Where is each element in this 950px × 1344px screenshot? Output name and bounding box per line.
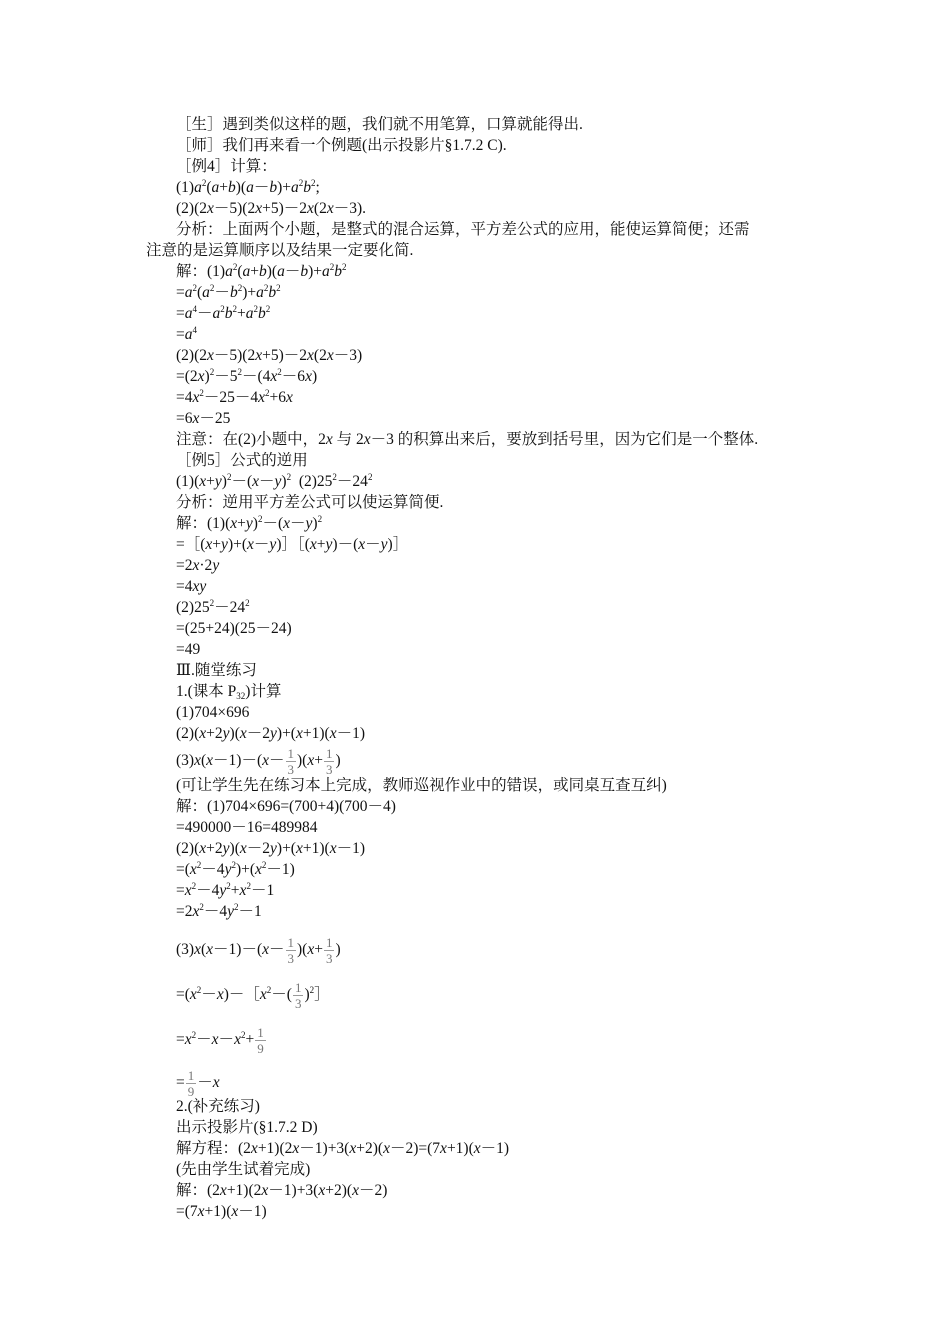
math-line: =490000－16=489984 [176, 819, 318, 836]
math-line: (3)x(x－1)－(x－ $\frac{1}{3}$ )(x+ $\frac{1}{3}$ ) [176, 935, 341, 966]
math-line: $(1)(x+y)^2-(x-y)^2$ $(2)25^2-24^2$ [176, 472, 373, 490]
math-line: 解：(1)704×696=(700+4)(700－4) [176, 798, 396, 815]
math-line: $(2)25^2-24^2$ [176, 598, 250, 616]
math-line: (2)(2x－5)(2x+5)－2x(2x－3) [176, 347, 363, 364]
math-line: (3)x(x－1)－(x－ $\frac{1}{3}$ )(x+ $\frac{1}{3}$ ) [176, 746, 341, 777]
math-line: $=a^4$ [176, 325, 197, 343]
math-line: =［(x+y)+(x－y)］［(x+y)－(x－y)］ [176, 536, 409, 553]
text-line: 1.(课本 $P_{32}$)计算 [176, 683, 282, 701]
math-line: 解：(2x+1)(2x－1)+3(x+2)(x－2) [176, 1182, 388, 1199]
math-line: $=x^2-4y^2+x^2-1$ [176, 881, 275, 899]
math-line: =6x－25 [176, 410, 231, 427]
text-line: (先由学生试着完成) [176, 1161, 311, 1178]
text-line: 注意：在(2)小题中，2x 与 2x－3 的积算出来后，要放到括号里，因为它们是一个整体. [176, 431, 759, 448]
math-line: =2x·2y [176, 557, 220, 574]
math-line: =4xy [176, 578, 207, 595]
fraction: $\frac{1}{3}$ [287, 935, 295, 966]
fraction: $\frac{1}{3}$ [325, 746, 333, 777]
text-line: ［生］遇到类似这样的题，我们就不用笔算，口算就能得出. [176, 116, 583, 133]
math-line: $=(x^2-x)-[x^2-$( $\frac{1}{3}$ )$^2$］ [176, 980, 330, 1011]
fraction: $\frac{1}{3}$ [294, 980, 302, 1011]
text-line: (可让学生先在练习本上完成，教师巡视作业中的错误，或同桌互查互纠) [176, 777, 667, 794]
text-line: 出示投影片(§1.7.2 D) [176, 1119, 318, 1136]
math-line: 解方程：(2x+1)(2x－1)+3(x+2)(x－2)=(7x+1)(x－1) [176, 1140, 510, 1157]
text-line: 2.(补充练习) [176, 1098, 260, 1115]
math-line: $=a^4-a^2b^2+a^2b^2$ [176, 304, 271, 322]
section-heading: Ⅲ.随堂练习 [176, 662, 257, 679]
math-line: =49 [176, 641, 201, 658]
math-line: 解：$(1)(x+y)^2-(x-y)^2$ [176, 514, 323, 532]
fraction: $\frac{1}{3}$ [287, 746, 295, 777]
math-line: (2)(2x－5)(2x+5)－2x(2x－3). [176, 200, 367, 217]
fraction: $\frac{1}{3}$ [325, 935, 333, 966]
fraction: $\frac{1}{9}$ [187, 1068, 195, 1099]
text-line: 分析：上面两个小题，是整式的混合运算，平方差公式的应用，能使运算简便；还需 [176, 221, 750, 238]
math-line: $=(x^2-4y^2)+(x^2-1)$ [176, 860, 295, 878]
text-line: 分析：逆用平方差公式可以使运算简便. [176, 494, 444, 511]
math-line: $=x^2-x-x^2+$ $\frac{1}{9}$ [176, 1025, 264, 1056]
math-line: (1)704×696 [176, 704, 250, 721]
math-line: =(25+24)(25－24) [176, 620, 292, 637]
math-line: $=4x^2-25-4x^2+6x$ [176, 388, 293, 406]
math-line: 解：$(1)a^2(a+b)(a-b)+a^2b^2$ [176, 262, 347, 280]
math-line: (2)(x+2y)(x－2y)+(x+1)(x－1) [176, 725, 366, 742]
math-line: $=a^2(a^2-b^2)+a^2b^2$ [176, 283, 281, 301]
math-line: $=2x^2-4y^2-1$ [176, 902, 262, 920]
math-line: (2)(x+2y)(x－2y)+(x+1)(x－1) [176, 840, 366, 857]
fraction: $\frac{1}{9}$ [257, 1025, 264, 1056]
example-heading: ［例4］计算： [176, 158, 277, 175]
example-heading: ［例5］公式的逆用 [176, 452, 308, 469]
math-line: = $\frac{1}{9}$ －x [176, 1068, 220, 1099]
math-line: $(1)a^2(a+b)(a-b)+a^2b^2$; [176, 178, 320, 196]
math-line: $=(2x)^2-5^2-(4x^2-6x)$ [176, 367, 318, 385]
math-line: =(7x+1)(x－1) [176, 1203, 267, 1220]
text-line: 注意的是运算顺序以及结果一定要化简. [146, 242, 414, 259]
text-line: ［师］我们再来看一个例题(出示投影片§1.7.2 C). [176, 137, 507, 154]
